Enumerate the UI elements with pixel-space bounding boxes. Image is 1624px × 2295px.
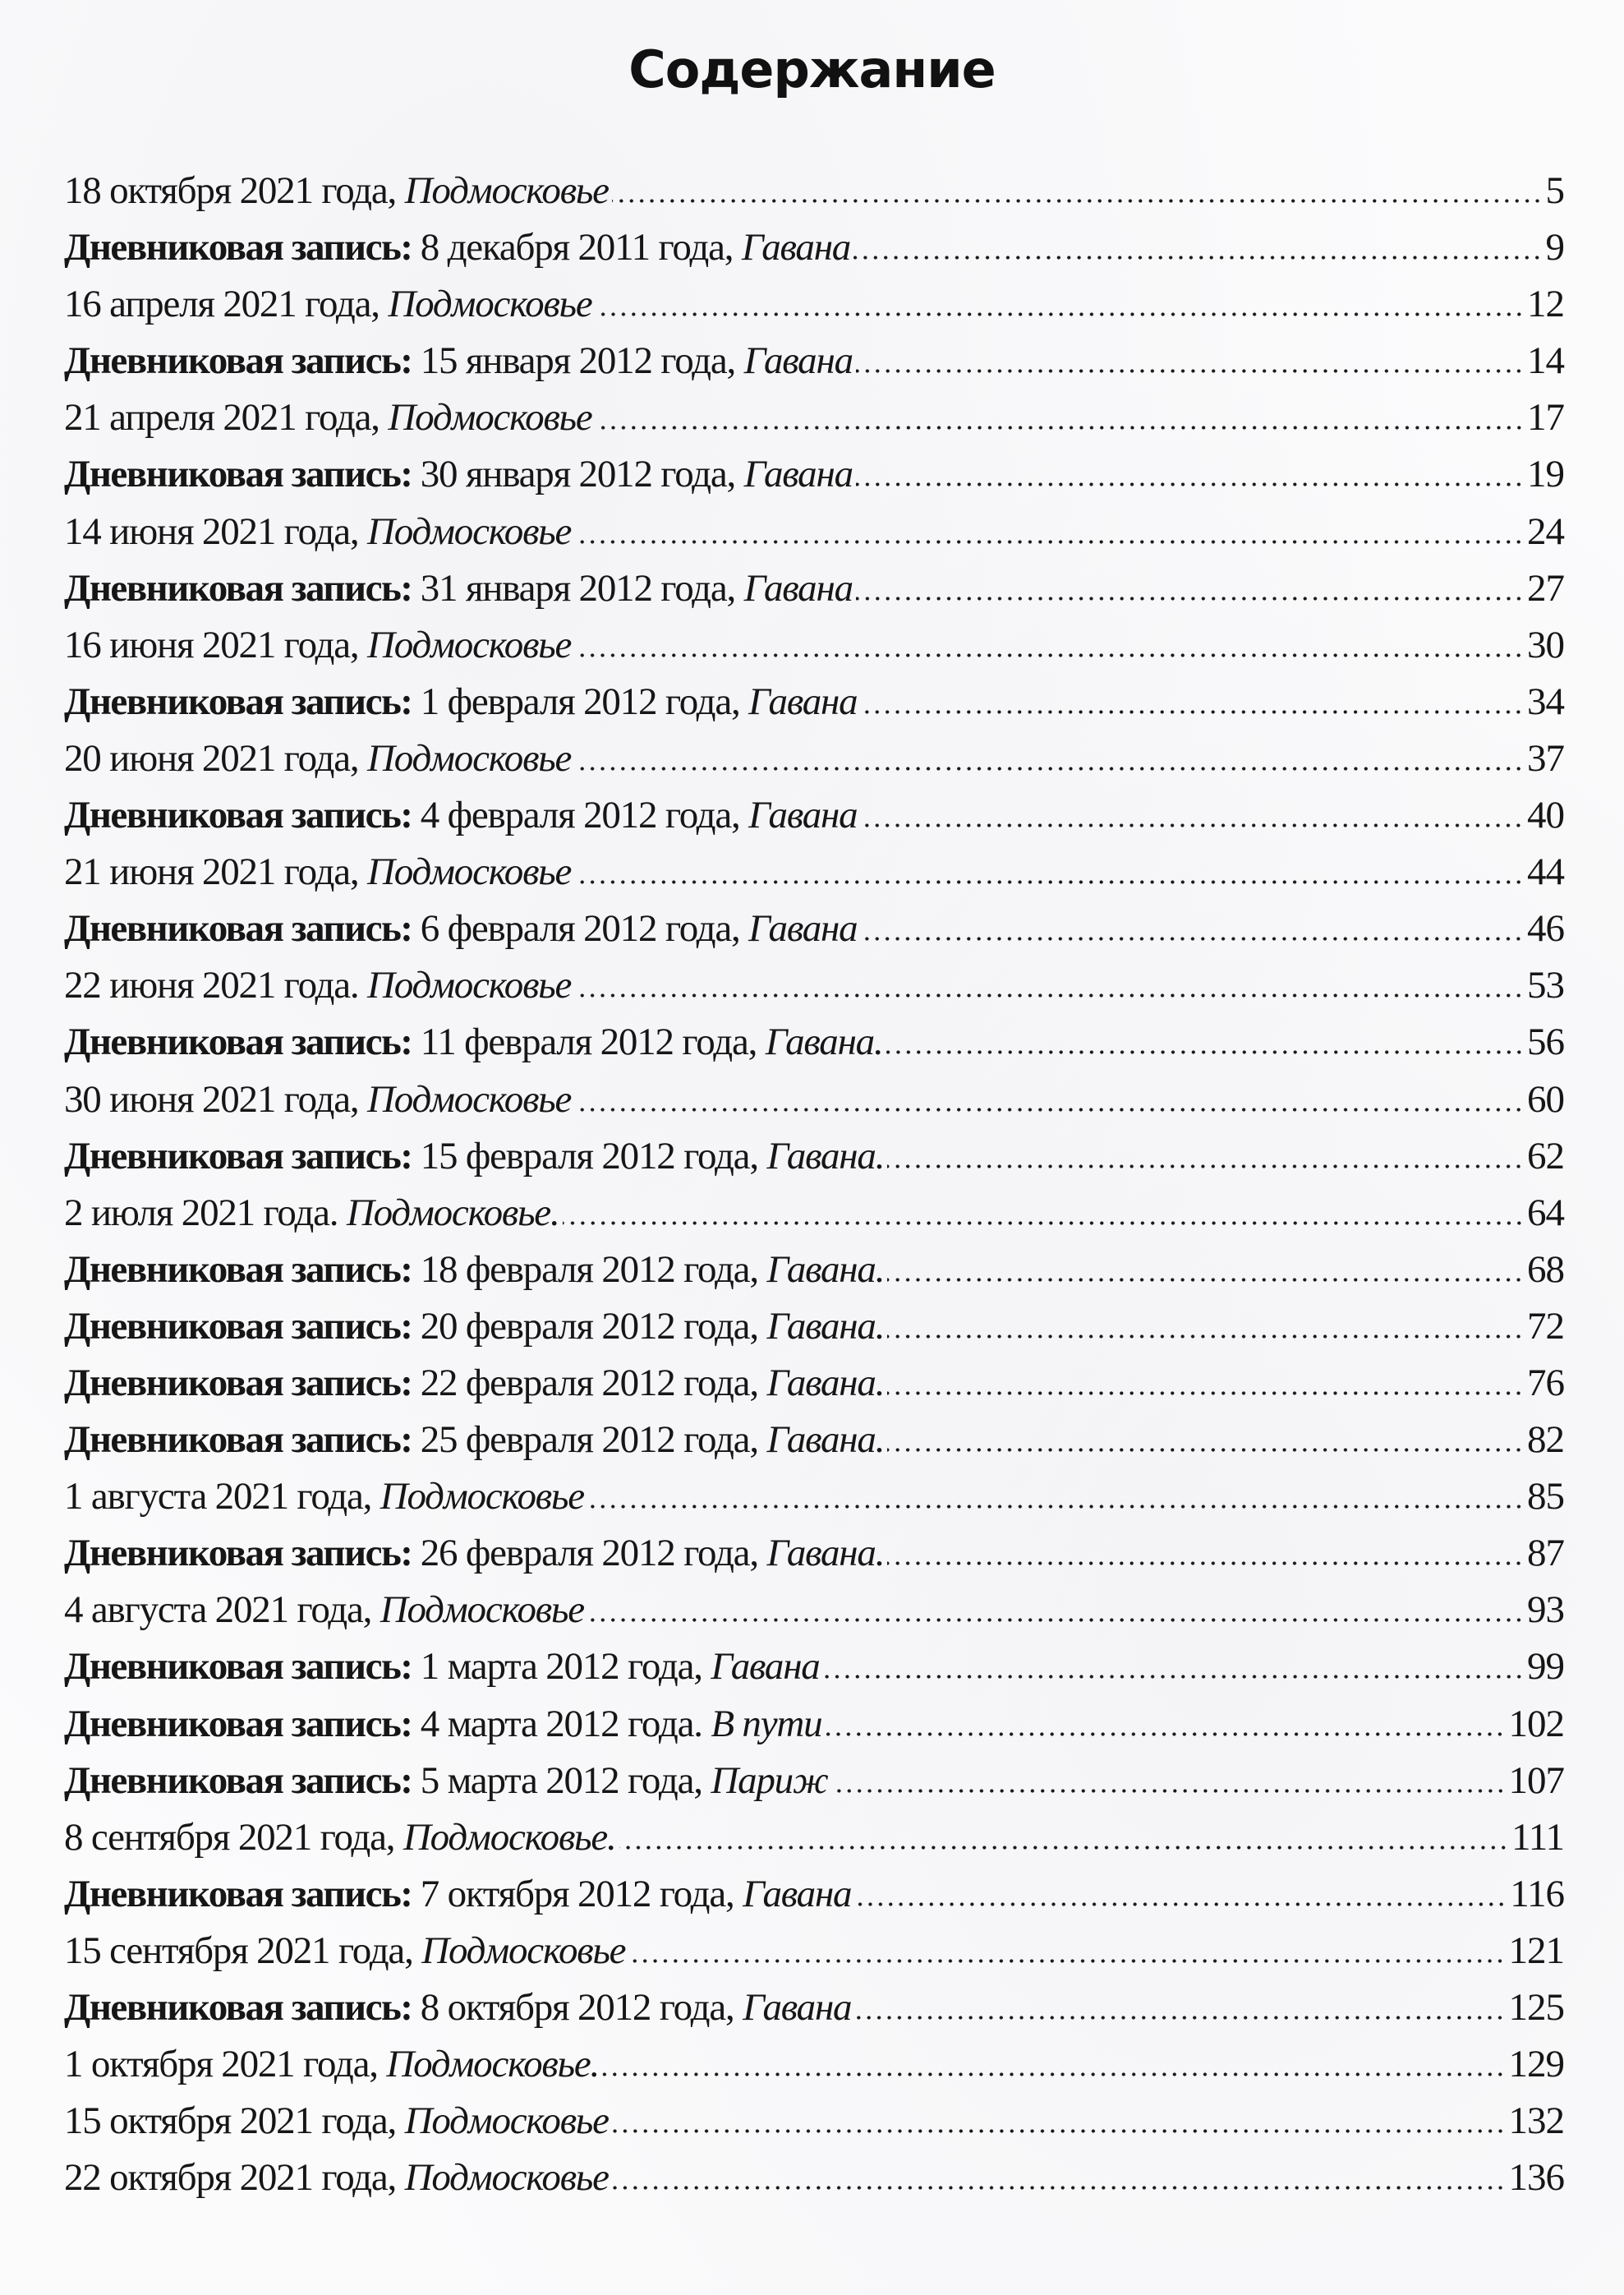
entry-page-number: 72 bbox=[1527, 1304, 1564, 1348]
toc-entry[interactable] bbox=[64, 389, 1564, 446]
entry-date: 14 июня 2021 года, bbox=[64, 509, 368, 553]
entry-place: Подмосковье bbox=[404, 169, 609, 212]
entry-place: Гавана. bbox=[766, 1247, 885, 1291]
dot-leader bbox=[574, 1104, 1524, 1112]
entry-date: 25 февраля 2012 года, bbox=[420, 1418, 767, 1462]
dot-leader bbox=[854, 2012, 1505, 2020]
entry-place: Гавана bbox=[741, 226, 851, 270]
entry-date: 30 июня 2021 года, bbox=[64, 1077, 368, 1121]
entry-place: Подмосковье bbox=[367, 964, 572, 1007]
toc-entry[interactable] bbox=[64, 1582, 1564, 1638]
entry-title bbox=[64, 446, 853, 503]
entry-place: Подмосковье bbox=[404, 2099, 609, 2143]
toc-entry[interactable] bbox=[64, 1128, 1564, 1185]
entry-prefix: Дневниковая запись: bbox=[64, 1645, 421, 1689]
dot-leader bbox=[619, 1841, 1508, 1850]
dot-leader bbox=[887, 1444, 1524, 1452]
entry-date: 4 августа 2021 года, bbox=[64, 1588, 380, 1632]
toc-entry[interactable] bbox=[64, 617, 1564, 674]
entry-place: Подмосковье bbox=[388, 283, 592, 326]
entry-page-number: 76 bbox=[1527, 1361, 1564, 1404]
entry-title bbox=[64, 1638, 820, 1695]
dot-leader bbox=[596, 308, 1524, 316]
entry-place: Подмосковье bbox=[388, 396, 592, 440]
entry-date: 1 марта 2012 года, bbox=[420, 1645, 711, 1689]
entry-place: В пути bbox=[711, 1702, 822, 1745]
dot-leader bbox=[602, 2068, 1505, 2076]
entry-prefix: Дневниковая запись: bbox=[64, 1134, 421, 1177]
entry-page-number: 56 bbox=[1527, 1021, 1564, 1064]
dot-leader bbox=[887, 1387, 1524, 1395]
entry-date: 20 февраля 2012 года, bbox=[420, 1304, 767, 1348]
entry-prefix: Дневниковая запись: bbox=[64, 1872, 421, 1915]
entry-page-number: 53 bbox=[1527, 964, 1564, 1007]
toc-entry[interactable] bbox=[64, 2093, 1564, 2150]
entry-title bbox=[64, 1185, 559, 1242]
entry-place: Гавана bbox=[743, 1986, 852, 2029]
page-title: Содержание bbox=[628, 39, 996, 99]
entry-title bbox=[64, 1582, 584, 1638]
table-of-contents bbox=[64, 163, 1564, 2206]
toc-entry[interactable] bbox=[64, 276, 1564, 333]
entry-title bbox=[64, 1242, 884, 1298]
entry-title bbox=[64, 1923, 625, 1979]
entry-page-number: 111 bbox=[1511, 1815, 1564, 1859]
toc-entry[interactable] bbox=[64, 1242, 1564, 1298]
entry-date: 18 февраля 2012 года, bbox=[420, 1247, 767, 1291]
entry-date: 22 июня 2021 года. bbox=[64, 964, 368, 1007]
toc-entry[interactable] bbox=[64, 730, 1564, 787]
toc-entry[interactable] bbox=[64, 1071, 1564, 1128]
entry-place: Подмосковье bbox=[380, 1588, 584, 1632]
dot-leader bbox=[574, 763, 1524, 771]
dot-leader bbox=[587, 1500, 1524, 1509]
entry-page-number: 27 bbox=[1527, 566, 1564, 610]
dot-leader bbox=[563, 1217, 1525, 1225]
entry-page-number: 68 bbox=[1527, 1247, 1564, 1291]
toc-entry[interactable] bbox=[64, 333, 1564, 389]
entry-date: 11 февраля 2012 года, bbox=[420, 1021, 766, 1064]
entry-title bbox=[64, 674, 857, 730]
dot-leader bbox=[612, 195, 1543, 203]
entry-prefix: Дневниковая запись: bbox=[64, 1986, 421, 2029]
entry-page-number: 64 bbox=[1527, 1191, 1564, 1234]
dot-leader bbox=[831, 1785, 1506, 1793]
entry-title bbox=[64, 276, 592, 333]
entry-page-number: 34 bbox=[1527, 680, 1564, 723]
entry-prefix: Дневниковая запись: bbox=[64, 339, 421, 383]
toc-entry[interactable] bbox=[64, 1753, 1564, 1809]
toc-entry[interactable] bbox=[64, 787, 1564, 844]
entry-place: Гавана bbox=[743, 339, 853, 383]
entry-page-number: 24 bbox=[1527, 509, 1564, 553]
entry-date: 16 июня 2021 года, bbox=[64, 623, 368, 666]
entry-title bbox=[64, 1468, 584, 1525]
dot-leader bbox=[823, 1671, 1524, 1679]
toc-entry[interactable] bbox=[64, 1298, 1564, 1355]
entry-page-number: 85 bbox=[1527, 1475, 1564, 1518]
entry-page-number: 5 bbox=[1545, 169, 1564, 212]
entry-place: Подмосковье bbox=[421, 1929, 626, 1972]
entry-date: 15 января 2012 года, bbox=[420, 339, 744, 383]
entry-place: Подмосковье bbox=[380, 1475, 584, 1518]
entry-title bbox=[64, 901, 857, 957]
dot-leader bbox=[825, 1728, 1505, 1736]
entry-date: 15 октября 2021 года, bbox=[64, 2099, 405, 2143]
entry-prefix: Дневниковая запись: bbox=[64, 794, 421, 837]
entry-title bbox=[64, 2093, 609, 2150]
entry-page-number: 46 bbox=[1527, 907, 1564, 951]
dot-leader bbox=[856, 478, 1524, 486]
entry-date: 8 сентября 2021 года, bbox=[64, 1815, 403, 1859]
entry-place: Гавана bbox=[748, 907, 858, 951]
entry-date: 31 января 2012 года, bbox=[420, 566, 744, 610]
entry-title bbox=[64, 1014, 883, 1071]
toc-entry[interactable] bbox=[64, 560, 1564, 617]
entry-title bbox=[64, 617, 571, 674]
toc-entry[interactable] bbox=[64, 957, 1564, 1014]
entry-place: Подмосковье bbox=[367, 623, 572, 666]
entry-prefix: Дневниковая запись: bbox=[64, 226, 421, 270]
entry-place: Гавана. bbox=[766, 1361, 885, 1404]
entry-page-number: 60 bbox=[1527, 1077, 1564, 1121]
entry-prefix: Дневниковая запись: bbox=[64, 1702, 421, 1745]
dot-leader bbox=[887, 1160, 1524, 1168]
dot-leader bbox=[887, 1274, 1524, 1282]
entry-date: 1 августа 2021 года, bbox=[64, 1475, 380, 1518]
toc-entry[interactable] bbox=[64, 446, 1564, 503]
entry-page-number: 136 bbox=[1508, 2156, 1564, 2200]
toc-entry[interactable] bbox=[64, 1979, 1564, 2036]
entry-date: 6 февраля 2012 года, bbox=[420, 907, 749, 951]
entry-date: 22 февраля 2012 года, bbox=[420, 1361, 767, 1404]
entry-date: 5 марта 2012 года, bbox=[420, 1758, 711, 1802]
entry-title bbox=[64, 219, 850, 276]
entry-title bbox=[64, 1355, 884, 1412]
dot-leader bbox=[574, 649, 1524, 657]
entry-date: 22 октября 2021 года, bbox=[64, 2156, 405, 2200]
entry-date: 4 марта 2012 года. bbox=[420, 1702, 711, 1745]
entry-page-number: 12 bbox=[1527, 283, 1564, 326]
entry-page-number: 107 bbox=[1508, 1758, 1564, 1802]
entry-page-number: 37 bbox=[1527, 736, 1564, 780]
entry-prefix: Дневниковая запись: bbox=[64, 1532, 421, 1575]
entry-prefix: Дневниковая запись: bbox=[64, 1021, 421, 1064]
entry-page-number: 99 bbox=[1527, 1645, 1564, 1689]
entry-place: Гавана. bbox=[766, 1532, 885, 1575]
entry-prefix: Дневниковая запись: bbox=[64, 1758, 421, 1802]
toc-entry[interactable] bbox=[64, 844, 1564, 901]
entry-date: 4 февраля 2012 года, bbox=[420, 794, 749, 837]
entry-date: 26 февраля 2012 года, bbox=[420, 1532, 767, 1575]
entry-page-number: 93 bbox=[1527, 1588, 1564, 1632]
entry-date: 30 января 2012 года, bbox=[420, 453, 744, 496]
entry-page-number: 121 bbox=[1508, 1929, 1564, 1972]
entry-date: 20 июня 2021 года, bbox=[64, 736, 368, 780]
toc-entry[interactable] bbox=[64, 219, 1564, 276]
dot-leader bbox=[574, 876, 1524, 884]
dot-leader bbox=[574, 989, 1524, 998]
toc-entry[interactable] bbox=[64, 504, 1564, 560]
entry-title bbox=[64, 504, 571, 560]
entry-date: 16 апреля 2021 года, bbox=[64, 283, 389, 326]
entry-page-number: 44 bbox=[1527, 850, 1564, 894]
entry-page-number: 125 bbox=[1508, 1986, 1564, 2029]
entry-title bbox=[64, 1809, 616, 1866]
dot-leader bbox=[612, 2182, 1506, 2190]
dot-leader bbox=[860, 819, 1524, 827]
entry-date: 18 октября 2021 года, bbox=[64, 169, 405, 212]
entry-title bbox=[64, 389, 592, 446]
entry-date: 8 декабря 2011 года, bbox=[420, 226, 742, 270]
entry-title bbox=[64, 2036, 599, 2093]
dot-leader bbox=[860, 933, 1524, 941]
entry-prefix: Дневниковая запись: bbox=[64, 1418, 421, 1462]
entry-date: 8 октября 2012 года, bbox=[420, 1986, 743, 2029]
entry-place: Подмосковье bbox=[404, 2156, 609, 2200]
dot-leader bbox=[887, 1557, 1524, 1565]
entry-place: Гавана bbox=[711, 1645, 820, 1689]
entry-place: Подмосковье. bbox=[403, 1815, 616, 1859]
entry-prefix: Дневниковая запись: bbox=[64, 1247, 421, 1291]
toc-entry[interactable] bbox=[64, 1866, 1564, 1923]
dot-leader bbox=[887, 1330, 1524, 1339]
toc-entry[interactable] bbox=[64, 1355, 1564, 1412]
entry-page-number: 82 bbox=[1527, 1418, 1564, 1462]
entry-place: Гавана bbox=[748, 794, 858, 837]
dot-leader bbox=[856, 592, 1524, 601]
dot-leader bbox=[886, 1046, 1524, 1054]
toc-entry[interactable] bbox=[64, 1923, 1564, 1979]
toc-entry[interactable] bbox=[64, 1638, 1564, 1695]
entry-prefix: Дневниковая запись: bbox=[64, 453, 421, 496]
entry-title bbox=[64, 560, 853, 617]
entry-place: Подмосковье. bbox=[346, 1191, 559, 1234]
dot-leader bbox=[612, 2125, 1506, 2133]
dot-leader bbox=[853, 251, 1542, 260]
entry-title bbox=[64, 1525, 884, 1582]
entry-page-number: 30 bbox=[1527, 623, 1564, 666]
entry-place: Гавана bbox=[743, 566, 853, 610]
entry-place: Париж bbox=[711, 1758, 828, 1802]
entry-place: Гавана bbox=[743, 453, 853, 496]
dot-leader bbox=[574, 536, 1524, 544]
entry-page-number: 19 bbox=[1527, 453, 1564, 496]
dot-leader bbox=[596, 422, 1524, 430]
toc-entry[interactable] bbox=[64, 1809, 1564, 1866]
dot-leader bbox=[860, 706, 1524, 714]
toc-entry[interactable] bbox=[64, 1525, 1564, 1582]
entry-place: Подмосковье. bbox=[386, 2043, 600, 2086]
entry-prefix: Дневниковая запись: bbox=[64, 566, 421, 610]
toc-entry[interactable] bbox=[64, 901, 1564, 957]
toc-entry[interactable] bbox=[64, 1468, 1564, 1525]
entry-prefix: Дневниковая запись: bbox=[64, 680, 421, 723]
entry-title bbox=[64, 1753, 828, 1809]
entry-title bbox=[64, 163, 609, 219]
entry-date: 1 октября 2021 года, bbox=[64, 2043, 387, 2086]
entry-prefix: Дневниковая запись: bbox=[64, 907, 421, 951]
toc-entry[interactable] bbox=[64, 1185, 1564, 1242]
entry-place: Гавана. bbox=[766, 1304, 885, 1348]
toc-entry[interactable] bbox=[64, 674, 1564, 730]
entry-page-number: 62 bbox=[1527, 1134, 1564, 1177]
entry-title bbox=[64, 1696, 821, 1753]
entry-date: 15 сентября 2021 года, bbox=[64, 1929, 422, 1972]
entry-date: 21 апреля 2021 года, bbox=[64, 396, 389, 440]
entry-date: 7 октября 2012 года, bbox=[420, 1872, 743, 1915]
entry-place: Подмосковье bbox=[367, 1077, 572, 1121]
toc-entry[interactable] bbox=[64, 2036, 1564, 2093]
entry-date: 2 июля 2021 года. bbox=[64, 1191, 347, 1234]
entry-place: Подмосковье bbox=[367, 850, 572, 894]
entry-date: 21 июня 2021 года, bbox=[64, 850, 368, 894]
entry-page-number: 9 bbox=[1545, 226, 1564, 270]
entry-page-number: 40 bbox=[1527, 794, 1564, 837]
entry-place: Гавана. bbox=[766, 1418, 885, 1462]
entry-page-number: 132 bbox=[1508, 2099, 1564, 2143]
dot-leader bbox=[856, 365, 1524, 373]
entry-page-number: 129 bbox=[1508, 2043, 1564, 2086]
dot-leader bbox=[587, 1614, 1524, 1622]
entry-place: Гавана. bbox=[765, 1021, 883, 1064]
entry-page-number: 116 bbox=[1510, 1872, 1564, 1915]
entry-title bbox=[64, 787, 857, 844]
toc-entry[interactable] bbox=[64, 1412, 1564, 1468]
entry-title bbox=[64, 1128, 884, 1185]
entry-place: Гавана. bbox=[766, 1134, 885, 1177]
dot-leader bbox=[628, 1955, 1505, 1963]
entry-title bbox=[64, 1298, 884, 1355]
entry-title bbox=[64, 1412, 884, 1468]
toc-entry[interactable] bbox=[64, 1696, 1564, 1753]
entry-title bbox=[64, 1071, 571, 1128]
toc-entry[interactable] bbox=[64, 2150, 1564, 2206]
entry-place: Гавана bbox=[748, 680, 858, 723]
entry-title bbox=[64, 333, 853, 389]
entry-prefix: Дневниковая запись: bbox=[64, 1361, 421, 1404]
entry-page-number: 14 bbox=[1527, 339, 1564, 383]
toc-entry[interactable] bbox=[64, 1014, 1564, 1071]
entry-title bbox=[64, 1866, 851, 1923]
entry-title bbox=[64, 730, 571, 787]
entry-date: 15 февраля 2012 года, bbox=[420, 1134, 767, 1177]
entry-title bbox=[64, 1979, 851, 2036]
entry-title bbox=[64, 844, 571, 901]
entry-page-number: 102 bbox=[1508, 1702, 1564, 1745]
entry-place: Подмосковье bbox=[367, 736, 572, 780]
entry-title bbox=[64, 957, 571, 1014]
entry-prefix: Дневниковая запись: bbox=[64, 1304, 421, 1348]
entry-place: Гавана bbox=[743, 1872, 852, 1915]
toc-entry[interactable] bbox=[64, 163, 1564, 219]
entry-title bbox=[64, 2150, 609, 2206]
entry-place: Подмосковье bbox=[367, 509, 572, 553]
entry-page-number: 87 bbox=[1527, 1532, 1564, 1575]
dot-leader bbox=[854, 1898, 1507, 1906]
entry-page-number: 17 bbox=[1527, 396, 1564, 440]
entry-date: 1 февраля 2012 года, bbox=[420, 680, 749, 723]
